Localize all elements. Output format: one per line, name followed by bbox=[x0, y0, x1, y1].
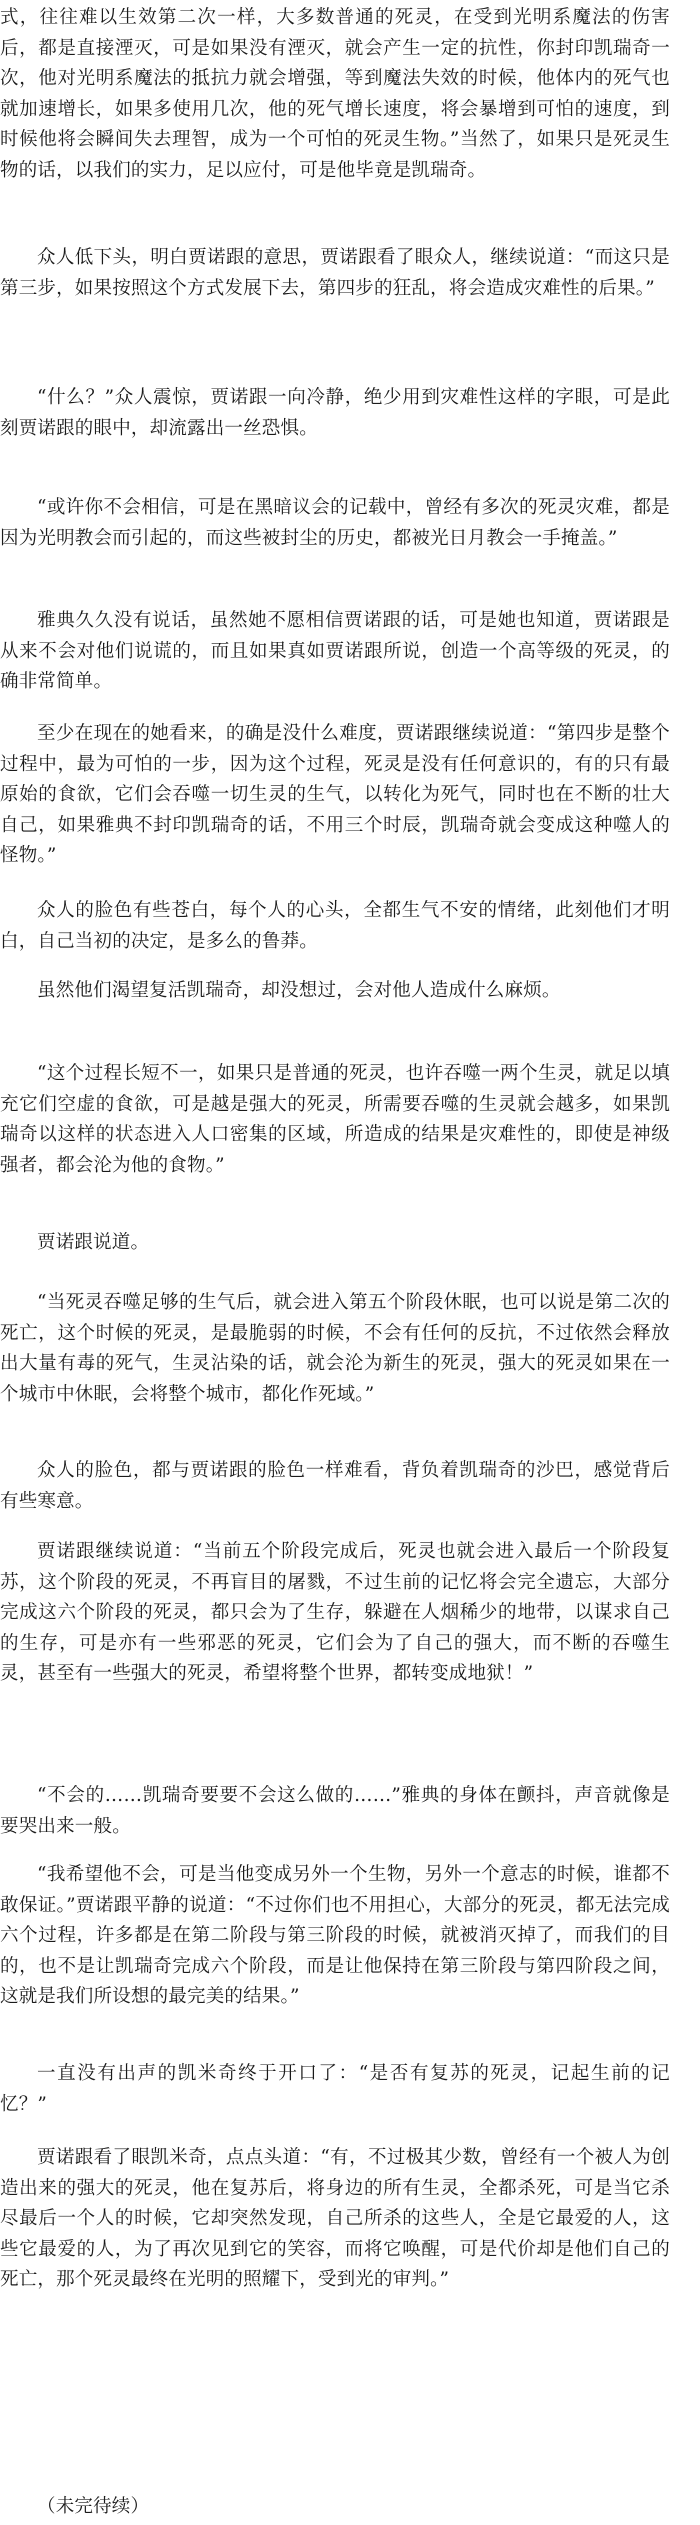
paragraph-12: 众人的脸色，都与贾诺跟的脸色一样难看，背负着凯瑞奇的沙巴，感觉背后有些寒意。 bbox=[0, 1460, 670, 1512]
paragraph-9: “这个过程长短不一，如果只是普通的死灵，也许吞噬一两个生灵，就足以填充它们空虚的食欲，可是越是强大的死灵，所需要吞噬的生灵就会越多，如果凯瑞奇以这样的状态进入人口密集的区域，所造成的结果是灾难性的，即使是神级强者，都会沦为他的食物。” bbox=[0, 1063, 670, 1176]
paragraph-2: 众人低下头，明白贾诺跟的意思，贾诺跟看了眼众人，继续说道：“而这只是第三步，如果按照这个方式发展下去，第四步的狂乱，将会造成灾难性的后果。” bbox=[0, 247, 670, 299]
paragraph-11: “当死灵吞噬足够的生气后，就会进入第五个阶段休眠，也可以说是第二次的死亡，这个时候的死灵，是最脆弱的时候，不会有任何的反抗，不过依然会释放出大量有毒的死气，生灵沾染的话，就会沦为新生的死灵，强大的死灵如果在一个城市中休眠，会将整个城市，都化作死域。” bbox=[0, 1292, 670, 1405]
paragraph-6: 至少在现在的她看来，的确是没什么难度，贾诺跟继续说道：“第四步是整个过程中，最为可怕的一步，因为这个过程，死灵是没有任何意识的，有的只有最原始的食欲，它们会吞噬一切生灵的生气，以转化为死气，同时也在不断的壮大自己，如果雅典不封印凯瑞奇的话，不用三个时辰，凯瑞奇就会变成这种噬人的怪物。” bbox=[0, 723, 670, 866]
paragraph-10: 贾诺跟说道。 bbox=[37, 1232, 150, 1253]
paragraph-8: 虽然他们渴望复活凯瑞奇，却没想过，会对他人造成什么麻烦。 bbox=[37, 980, 561, 1001]
paragraph-5: 雅典久久没有说话，虽然她不愿相信贾诺跟的话，可是她也知道，贾诺跟是从来不会对他们说谎的，而且如果真如贾诺跟所说，创造一个高等级的死灵，的确非常简单。 bbox=[0, 610, 670, 692]
paragraph-7: 众人的脸色有些苍白，每个人的心头，全都生气不安的情绪，此刻他们才明白，自己当初的决定，是多么的鲁莽。 bbox=[0, 900, 670, 952]
paragraph-14: “不会的……凯瑞奇要要不会这么做的……”雅典的身体在颤抖，声音就像是要哭出来一般。 bbox=[0, 1785, 670, 1837]
paragraph-16: 一直没有出声的凯米奇终于开口了：“是否有复苏的死灵，记起生前的记忆？” bbox=[0, 2063, 670, 2115]
paragraph-13: 贾诺跟继续说道：“当前五个阶段完成后，死灵也就会进入最后一个阶段复苏，这个阶段的死灵，不再盲目的屠戮，不过生前的记忆将会完全遗忘，大部分完成这六个阶段的死灵，都只会为了生存，躲避在人烟稀少的地带，以谋求自己的生存，可是亦有一些邪恶的死灵，它们会为了自己的强大，而不断的吞噬生灵，甚至有一些强大的死灵，希望将整个世界，都转变成地狱！” bbox=[0, 1541, 670, 1684]
paragraph-15: “我希望他不会，可是当他变成另外一个生物，另外一个意志的时候，谁都不敢保证。”贾诺跟平静的说道：“不过你们也不用担心，大部分的死灵，都无法完成六个过程，许多都是在第二阶段与第三阶段的时候，就被消灭掉了，而我们的目的，也不是让凯瑞奇完成六个阶段，而是让他保持在第三阶段与第四阶段之间，这就是我们所设想的最完美的结果。” bbox=[0, 1864, 670, 2007]
paragraph-1: 式，往往难以生效第二次一样，大多数普通的死灵，在受到光明系魔法的伤害后，都是直接湮灭，可是如果没有湮灭，就会产生一定的抗性，你封印凯瑞奇一次，他对光明系魔法的抵抗力就会增强，等到魔法失效的时候，他体内的死气也就加速增长，如果多使用几次，他的死气增长速度，将会暴增到可怕的速度，到时候他将会瞬间失去理智，成为一个可怕的死灵生物。”当然了，如果只是死灵生物的话，以我们的实力，足以应付，可是他毕竟是凯瑞奇。 bbox=[0, 7, 670, 181]
paragraph-3: “什么？”众人震惊，贾诺跟一向冷静，绝少用到灾难性这样的字眼，可是此刻贾诺跟的眼中，却流露出一丝恐惧。 bbox=[0, 387, 670, 439]
paragraph-17: 贾诺跟看了眼凯米奇，点点头道：“有，不过极其少数，曾经有一个被人为创造出来的强大的死灵，他在复苏后，将身边的所有生灵，全都杀死，可是当它杀尽最后一个人的时候，它却突然发现，自己所杀的这些人，全是它最爱的人，这些它最爱的人，为了再次见到它的笑容，而将它唤醒，可是代价却是他们自己的死亡，那个死灵最终在光明的照耀下，受到光的审判。” bbox=[0, 2147, 670, 2290]
paragraph-4: “或许你不会相信，可是在黑暗议会的记载中，曾经有多次的死灵灾难，都是因为光明教会而引起的，而这些被封尘的历史，都被光日月教会一手掩盖。” bbox=[0, 497, 670, 549]
continued-note: （未完待续） bbox=[37, 2496, 150, 2517]
